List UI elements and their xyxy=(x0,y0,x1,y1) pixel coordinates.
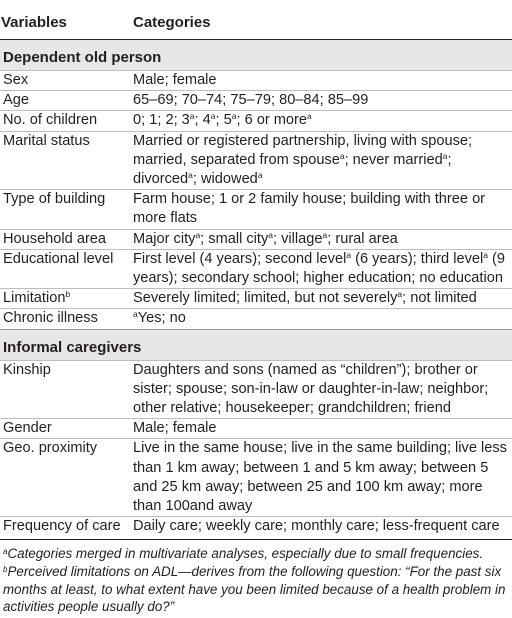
categories-cell: $^a$Yes; no xyxy=(133,309,186,327)
variable-cell: Type of building xyxy=(3,191,106,208)
variable-cell: Limitation$^b$ xyxy=(3,289,71,307)
variable-cell: Kinship xyxy=(3,361,51,378)
footnote-a: $^a$Categories merged in multivariate analyses, especially due to small frequencies. xyxy=(3,546,484,562)
variable-cell: Gender xyxy=(3,420,52,437)
categories-cell: Male; female xyxy=(133,420,217,437)
section-heading: Informal caregivers xyxy=(0,329,512,360)
categories-cell: First level (4 years); second level$^a$ (6 years); third level$^a$ (9 years); secondary school; higher education; no education xyxy=(133,249,506,287)
table-row xyxy=(0,438,512,516)
header-categories: Categories xyxy=(133,13,211,31)
variable-cell: Chronic illness xyxy=(3,310,98,327)
variable-cell: Sex xyxy=(3,72,29,88)
table-row xyxy=(0,131,512,190)
categories-cell: Severely limited; limited, but not severely$^a$; not limited xyxy=(133,289,477,307)
footnotes xyxy=(0,539,512,615)
table-row xyxy=(0,516,512,536)
section-heading: Dependent old person xyxy=(0,40,512,70)
variable-cell: Marital status xyxy=(3,132,90,149)
variable-cell: Age xyxy=(3,92,29,109)
variable-cell: Household area xyxy=(3,230,107,247)
categories-cell: Daughters and sons (named as “children”); brother or sister; spouse; son-in-law or daughter-in-law; neighbor; other relative; housekeeper; grandchildren; friend xyxy=(133,361,489,417)
table-row xyxy=(0,229,512,249)
table-row xyxy=(0,90,512,110)
categories-cell: Male; female xyxy=(133,72,217,88)
table-row xyxy=(0,418,512,438)
table-row xyxy=(0,70,512,90)
categories-cell: Major city$^a$; small city$^a$; village$^a$; rural area xyxy=(133,229,398,247)
table-row xyxy=(0,308,512,328)
categories-cell: 65–69; 70–74; 75–79; 80–84; 85–99 xyxy=(133,92,369,109)
variable-cell: No. of children xyxy=(3,112,98,129)
categories-cell: Live in the same house; live in the same building; live less than 1 km away; between 1 and 5 km away; between 5 and 25 km away; between 25 and 100 km away; more than 100and away xyxy=(133,440,507,515)
variable-cell: Educational level xyxy=(3,250,114,267)
variable-cell: Geo. proximity xyxy=(3,440,98,457)
categories-cell: Daily care; weekly care; monthly care; less-frequent care xyxy=(133,518,500,535)
table-body xyxy=(0,40,512,536)
table-row xyxy=(0,360,512,419)
table-row xyxy=(0,110,512,130)
table-row xyxy=(0,189,512,228)
header-variables: Variables xyxy=(1,13,67,31)
footnote-b: $^b$Perceived limitations on ADL—derives from the following question: “For the past six months at least, to what extent have you been limited because of a health problem in activities people usually do?” xyxy=(3,564,506,615)
table-header xyxy=(0,0,512,40)
categories-cell: Married or registered partnership, living with spouse; married, separated from spouse$^a$; never married$^a$; divorced$^a$; widowed$^a$ xyxy=(133,132,473,188)
categories-cell: Farm house; 1 or 2 family house; building with three or more flats xyxy=(133,191,486,227)
table-row xyxy=(0,249,512,288)
variable-cell: Frequency of care xyxy=(3,518,121,535)
table-row xyxy=(0,288,512,308)
categories-cell: 0; 1; 2; 3$^a$; 4$^a$; 5$^a$; 6 or more$^a$ xyxy=(133,111,312,129)
